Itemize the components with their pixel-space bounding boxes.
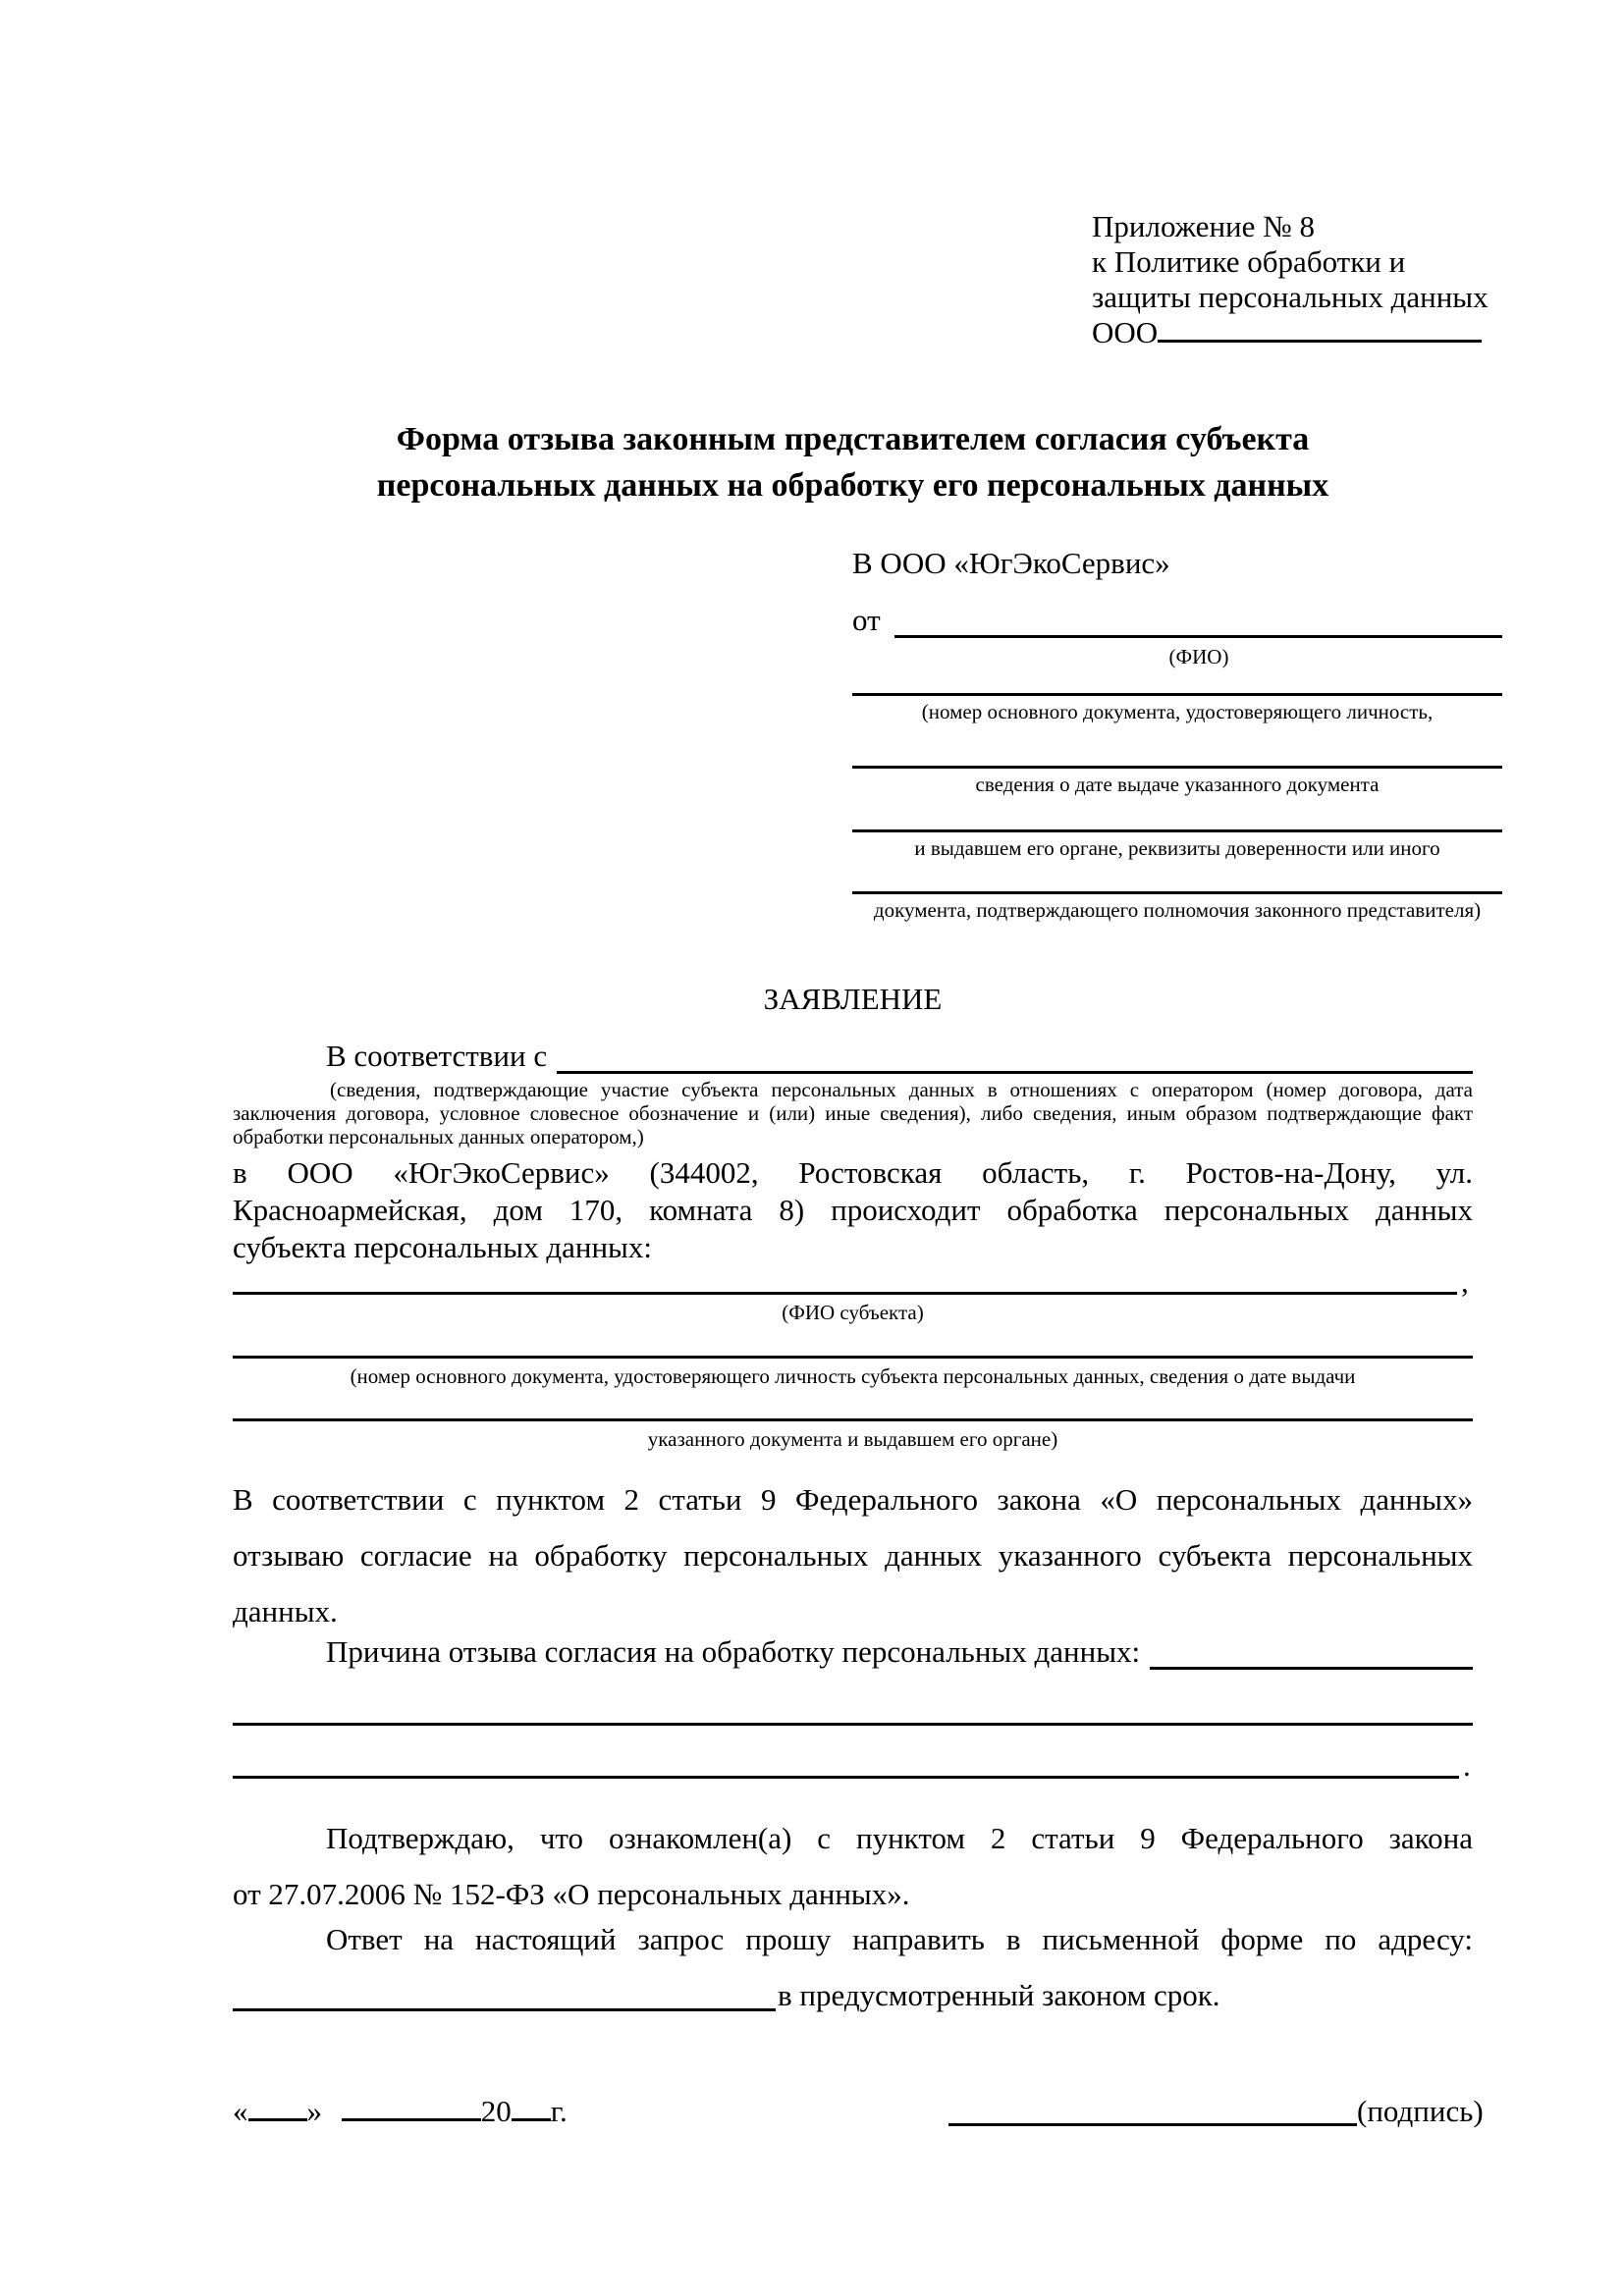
org-prefix: ООО (1092, 315, 1159, 349)
date-quote-open: « (233, 2094, 248, 2128)
note-line-1: (сведения, подтверждающие участие субъекта персональных данных в отношениях с оператором (номер договора, дата (330, 1078, 1473, 1101)
accordance-label: В соответствии с (326, 1039, 548, 1073)
confirm-paragraph (233, 1810, 1473, 1922)
signature-blank (948, 2123, 1357, 2126)
reason-blank-start (1150, 1663, 1473, 1670)
note-line-3: обработки персональных данных оператором,) (233, 1125, 644, 1148)
accordance-row (326, 1039, 1473, 1074)
addressee-to: В ООО «ЮгЭкоСервис» (852, 546, 1170, 580)
date-year-suffix: г. (550, 2094, 568, 2128)
operator-line-3: субъекта персональных данных: (233, 1230, 652, 1264)
reply-address-blank (233, 2008, 776, 2011)
title-line-1: Форма отзыва законным представителем согласия субъекта (396, 421, 1310, 457)
operator-paragraph (233, 1154, 1473, 1266)
law-line-1: В соответствии с пунктом 2 статьи 9 Федерального закона «О персональных данных» (233, 1482, 1473, 1517)
issue-date-blank (852, 766, 1502, 769)
doc-number-caption: (номер основного документа, удостоверяющего личность, (921, 700, 1434, 723)
date-day-blank (248, 2116, 307, 2121)
appendix-policy-line1: к Политике обработки и (1092, 244, 1406, 279)
appendix-block (1092, 209, 1504, 350)
reason-row (326, 1634, 1473, 1670)
accordance-blank (557, 1067, 1473, 1074)
date-year-prefix: 20 (480, 2094, 512, 2128)
law-line-3: данных. (233, 1594, 338, 1629)
appendix-policy-line2: защиты персональных данных (1092, 280, 1489, 314)
subject-doc-caption-1: (номер основного документа, удостоверяющего личность субъекта персональных данных, сведения о дате выдачи (350, 1364, 1356, 1388)
subject-fio-caption: (ФИО субъекта) (782, 1301, 924, 1324)
reply-line: Ответ на настоящий запрос прошу направить в письменной форме по адресу: (326, 1922, 1473, 1956)
reason-label: Причина отзыва согласия на обработку персональных данных: (326, 1634, 1141, 1669)
law-paragraph (233, 1471, 1473, 1639)
document-title (233, 416, 1473, 508)
authority-doc-blank (852, 891, 1502, 894)
subject-doc-caption-2: указанного документа и выдавшем его органе) (647, 1427, 1058, 1451)
reason-blank-line-2 (233, 1776, 1459, 1779)
issue-date-caption: сведения о дате выдаче указанного документа (975, 773, 1380, 796)
law-line-2: отзываю согласие на обработку персональных данных указанного субъекта персональных (233, 1538, 1473, 1573)
reply-suffix: в предусмотренный законом срок. (778, 1978, 1220, 2012)
from-label: от (852, 603, 881, 637)
authority-doc-caption: документа, подтверждающего полномочия законного представителя) (873, 898, 1482, 922)
operator-line-2: Красноармейская, дом 170, комната 8) происходит обработка персональных данных (233, 1193, 1473, 1227)
signature-caption: (подпись) (1357, 2094, 1484, 2128)
org-name-blank (1158, 338, 1482, 343)
confirm-line-1: Подтверждаю, что ознакомлен(а) с пунктом 2 статьи 9 Федерального закона (326, 1821, 1473, 1855)
subject-doc-blank-1 (233, 1356, 1473, 1359)
from-name-blank (894, 631, 1502, 638)
confirm-line-2: от 27.07.2006 № 152-ФЗ «О персональных данных». (233, 1877, 910, 1911)
from-row (852, 603, 1502, 638)
reason-period: . (1463, 1748, 1471, 1783)
reason-blank-line-1 (233, 1723, 1473, 1726)
subject-fio-blank (233, 1292, 1457, 1295)
appendix-org-line (1092, 315, 1504, 350)
statement-heading: ЗАЯВЛЕНИЕ (763, 982, 943, 1016)
date-quote-close: » (306, 2094, 322, 2128)
issuer-caption: и выдавшем его органе, реквизиты доверенности или иного (914, 836, 1440, 860)
date-year-blank (512, 2116, 551, 2121)
title-line-2: персональных данных на обработку его персональных данных (376, 467, 1329, 504)
note-line-2: заключения договора, условное словесное обозначение и (или) иные сведения), либо сведения, иным образом подтверждающие факт (233, 1101, 1473, 1125)
date-month-blank (342, 2116, 481, 2121)
issuer-blank (852, 829, 1502, 832)
operator-line-1: в ООО «ЮгЭкоСервис» (344002, Ростовская область, г. Ростов-на-Дону, ул. (233, 1155, 1473, 1190)
appendix-number: Приложение № 8 (1092, 209, 1315, 243)
subject-fio-comma: , (1461, 1264, 1469, 1299)
doc-number-blank (852, 693, 1502, 696)
accordance-note (233, 1078, 1473, 1148)
fio-caption: (ФИО) (1168, 645, 1229, 668)
date-row (233, 2094, 568, 2129)
subject-doc-blank-2 (233, 1418, 1473, 1421)
